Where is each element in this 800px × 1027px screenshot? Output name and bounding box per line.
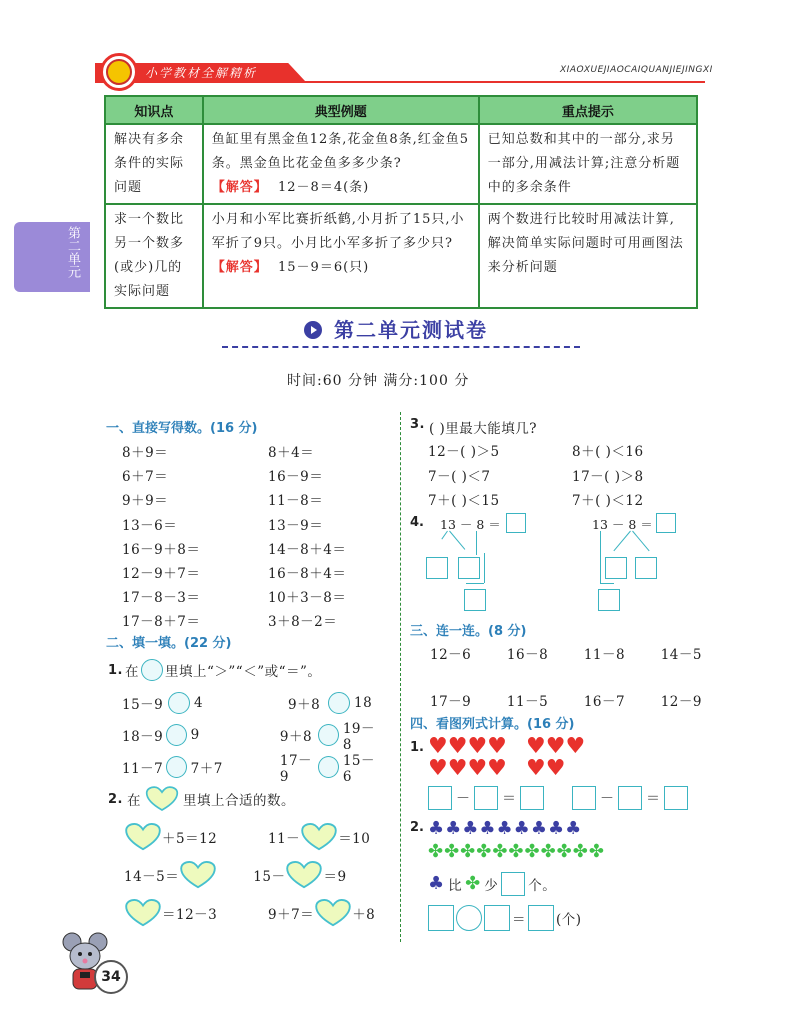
compare-left: 9＋8	[279, 729, 313, 745]
equation-row	[428, 786, 544, 810]
answer-box[interactable]	[656, 513, 676, 533]
problem: 13－6＝	[122, 517, 178, 534]
compare-row	[122, 719, 382, 751]
green-clovers-row: ✤✤✤✤✤✤✤✤✤✤✤	[428, 841, 605, 862]
link-item[interactable]: 17－9	[430, 694, 472, 710]
compare-circle[interactable]	[166, 724, 187, 746]
problem: 16－8＋4＝	[268, 566, 347, 583]
problem: 8＋9＝	[122, 445, 169, 461]
fill-expr: 14－5＝	[124, 869, 180, 885]
table-header-topic: 知识点	[105, 96, 203, 124]
answer-box[interactable]	[572, 786, 596, 810]
heart-blank[interactable]	[124, 899, 162, 927]
section-link-title: 三、连一连。(8 分)	[410, 624, 527, 639]
red-hearts-group-a: ♥♥♥♥ ♥♥♥♥	[428, 734, 507, 781]
question-number: 1.	[108, 662, 123, 678]
problem: 7＋( )＜12	[572, 493, 644, 509]
example-cell	[203, 204, 479, 308]
problem: 16－9＝	[268, 469, 324, 486]
compare-right: 18	[354, 695, 373, 711]
answer-box[interactable]	[484, 905, 510, 931]
operator: ＝	[512, 912, 526, 928]
prompt-text: 里填上“＞”“＜”或“＝”。	[164, 664, 322, 680]
problem: 8＋4＝	[268, 445, 315, 461]
section3-prompt	[410, 417, 537, 437]
fill-expr: ＝9	[323, 869, 347, 885]
compare-left: 15－9	[122, 697, 164, 713]
compare-circle[interactable]	[318, 724, 339, 746]
compare-row	[122, 751, 382, 783]
answer-text: 12－8＝4(条)	[278, 180, 370, 195]
problem: 17－8＋7＝	[122, 614, 201, 631]
problem: 12－( )＞5	[428, 444, 500, 460]
split-line	[632, 531, 649, 552]
split-box[interactable]	[426, 557, 448, 579]
split-line	[613, 531, 630, 552]
table-header-example: 典型例题	[203, 96, 479, 124]
problem: 9＋9＝	[122, 493, 169, 510]
prompt-text: 比	[448, 878, 463, 894]
compare-circle[interactable]	[168, 692, 190, 714]
link-item[interactable]: 12－9	[660, 694, 702, 710]
play-icon	[304, 321, 322, 339]
section1-right-column	[268, 441, 346, 635]
link-bottom-row	[430, 690, 702, 710]
answer-label: 【解答】	[211, 180, 268, 195]
split-box[interactable]	[635, 557, 657, 579]
fill-expr: 11－	[268, 831, 301, 847]
split-line	[476, 531, 477, 555]
answer-label: 【解答】	[211, 260, 268, 275]
split-line	[484, 553, 485, 583]
prompt-text: 里填上合适的数。	[182, 793, 295, 809]
link-item[interactable]: 14－5	[660, 647, 702, 663]
compare-left: 11－7	[122, 761, 164, 777]
compare-left: 18－9	[122, 729, 164, 745]
link-item[interactable]: 16－7	[583, 694, 626, 710]
prompt-text: 在	[126, 793, 141, 809]
table-row	[105, 124, 697, 204]
split-box[interactable]	[458, 557, 480, 579]
problem: 16－9＋8＝	[122, 541, 201, 558]
compare-right: 15－6	[342, 753, 375, 785]
section-pic-title: 四、看图列式计算。(16 分)	[410, 717, 575, 732]
answer-box[interactable]	[474, 786, 498, 810]
column-divider	[400, 412, 401, 942]
compare-circle[interactable]	[166, 756, 187, 778]
header-rule	[95, 81, 705, 83]
tip-cell: 两个数进行比较时用减法计算,解决简单实际问题时可用画图法来分析问题	[479, 204, 697, 308]
problem: 6＋7＝	[122, 469, 169, 486]
fill-expr: ＋8	[352, 907, 376, 923]
answer-box[interactable]	[428, 786, 452, 810]
compare-circle[interactable]	[328, 692, 350, 714]
section2-title: 二、填一填。(22 分)	[106, 636, 232, 651]
problem: 10＋3－8＝	[268, 590, 347, 607]
answer-box[interactable]	[501, 872, 525, 896]
table-header-tip: 重点提示	[479, 96, 697, 124]
problem: 11－8＝	[268, 493, 324, 510]
heart-blank-icon	[145, 786, 179, 812]
split-line	[600, 531, 601, 583]
fill-row	[124, 894, 394, 932]
compare-row	[122, 687, 382, 719]
unit-side-tab-label: 第二单元	[65, 226, 80, 278]
header-pinyin: XIAOXUEJIAOCAIQUANJIEJINGXI	[560, 65, 713, 75]
club-icon: ♣	[428, 873, 446, 894]
split-expr-a: 13 － 8 ＝	[440, 517, 501, 532]
split-expr-b: 13 － 8 ＝	[592, 517, 653, 532]
question-number: 1.	[410, 740, 424, 755]
compare-right: 9	[190, 727, 200, 743]
example-text: 小月和小军比赛折纸鹤,小月折了15只,小军折了9只。小月比小军多折了多少只?	[211, 212, 465, 251]
problem: 17－8－3＝	[122, 590, 201, 607]
operator: －	[600, 791, 614, 807]
compare-sentence	[428, 872, 556, 896]
compare-right: 7＋7	[190, 761, 223, 777]
section3-col-left	[428, 440, 500, 514]
heart-blank[interactable]	[124, 823, 162, 851]
heart-blank[interactable]	[314, 899, 352, 927]
answer-box[interactable]	[428, 905, 454, 931]
problem: 13－9＝	[268, 517, 324, 534]
answer-box[interactable]	[664, 786, 688, 810]
fill-row	[124, 856, 394, 894]
section2-q1-prompt	[108, 659, 321, 681]
test-title: 第二单元测试卷	[334, 318, 488, 342]
knowledge-table	[104, 95, 698, 309]
compare-circle[interactable]	[318, 756, 339, 778]
operator: －	[456, 791, 470, 807]
prompt-text: ( )里最大能填几?	[428, 421, 538, 437]
split-box[interactable]	[605, 557, 627, 579]
answer-box[interactable]	[528, 905, 554, 931]
fill-expr: ＝10	[338, 831, 371, 847]
problem: 7－( )＜7	[428, 468, 491, 485]
prompt-text: 少	[484, 878, 499, 894]
problem: 14－8＋4＝	[268, 541, 347, 558]
equation-row	[428, 905, 582, 931]
link-item[interactable]: 12－6	[430, 647, 472, 663]
unit-text: (个)	[556, 912, 582, 928]
prompt-text: 个。	[528, 878, 557, 894]
question-number: 2.	[108, 791, 123, 807]
operator: ＝	[502, 791, 516, 807]
heart-blank[interactable]	[300, 823, 338, 851]
section2-q2-rows	[124, 818, 394, 932]
section3-col-right	[572, 440, 644, 514]
example-text: 鱼缸里有黑金鱼12条,花金鱼8条,红金鱼5条。黑金鱼比花金鱼多多少条?	[211, 132, 470, 171]
heart-blank[interactable]	[285, 861, 323, 889]
split-line	[466, 583, 484, 584]
split-box[interactable]	[598, 589, 620, 611]
link-top-row	[430, 643, 702, 663]
split-line	[600, 583, 614, 584]
header-title: 小学教材全解精析	[145, 66, 258, 80]
fill-expr: ＋5＝12	[162, 831, 218, 847]
problem: 7＋( )＜15	[428, 493, 500, 509]
answer-box[interactable]	[506, 513, 526, 533]
red-hearts-group-b: ♥♥♥ ♥♥	[526, 734, 586, 781]
table-row	[105, 204, 697, 308]
operator: ＝	[646, 791, 660, 807]
heart-blank[interactable]	[179, 861, 217, 889]
page-number: 34	[94, 960, 128, 994]
title-underline	[222, 346, 580, 348]
problem: 8＋( )＜16	[572, 444, 644, 460]
question-number: 2.	[410, 820, 424, 835]
operator-circle[interactable]	[456, 905, 482, 931]
question-number: 3.	[410, 417, 425, 432]
section2-q2-prompt	[108, 786, 295, 812]
topic-cell: 解决有多余条件的实际问题	[105, 124, 203, 204]
split-line	[449, 531, 465, 550]
problem: 12－9＋7＝	[122, 566, 201, 583]
link-item[interactable]: 11－5	[506, 694, 549, 710]
fill-expr: ＝12－3	[162, 907, 218, 923]
section1-title: 一、直接写得数。(16 分)	[106, 421, 258, 436]
topic-cell: 求一个数比另一个数多(或少)几的实际问题	[105, 204, 203, 308]
fill-expr: 15－	[253, 869, 286, 885]
problem: 17－( )＞8	[572, 468, 644, 485]
clover-icon: ✤	[465, 873, 482, 894]
split-box[interactable]	[464, 589, 486, 611]
answer-box[interactable]	[618, 786, 642, 810]
equation-row	[572, 786, 688, 810]
tip-cell: 已知总数和其中的一部分,求另一部分,用减法计算;注意分析题中的多余条件	[479, 124, 697, 204]
compare-circle-icon	[141, 659, 163, 681]
link-item[interactable]: 11－8	[583, 647, 626, 663]
example-cell	[203, 124, 479, 204]
question-number: 4.	[410, 515, 424, 530]
compare-left: 9＋8	[288, 697, 321, 713]
time-info: 时间:60 分钟 满分:100 分	[287, 373, 470, 389]
section1-left-column	[122, 441, 200, 635]
fill-expr: 9＋7＝	[268, 907, 315, 923]
blue-clubs-row: ♣♣♣♣♣♣♣♣♣	[428, 818, 583, 839]
compare-left: 17－9	[279, 753, 313, 785]
fill-row	[124, 818, 394, 856]
link-item[interactable]: 16－8	[506, 647, 549, 663]
compare-right: 4	[194, 695, 204, 711]
section2-q1-rows	[122, 687, 382, 783]
answer-text: 15－9＝6(只)	[278, 260, 370, 275]
logo-badge-icon	[100, 53, 138, 91]
answer-box[interactable]	[520, 786, 544, 810]
problem: 3＋8－2＝	[268, 614, 338, 631]
compare-right: 19－8	[342, 721, 375, 753]
prompt-text: 在	[124, 664, 139, 680]
